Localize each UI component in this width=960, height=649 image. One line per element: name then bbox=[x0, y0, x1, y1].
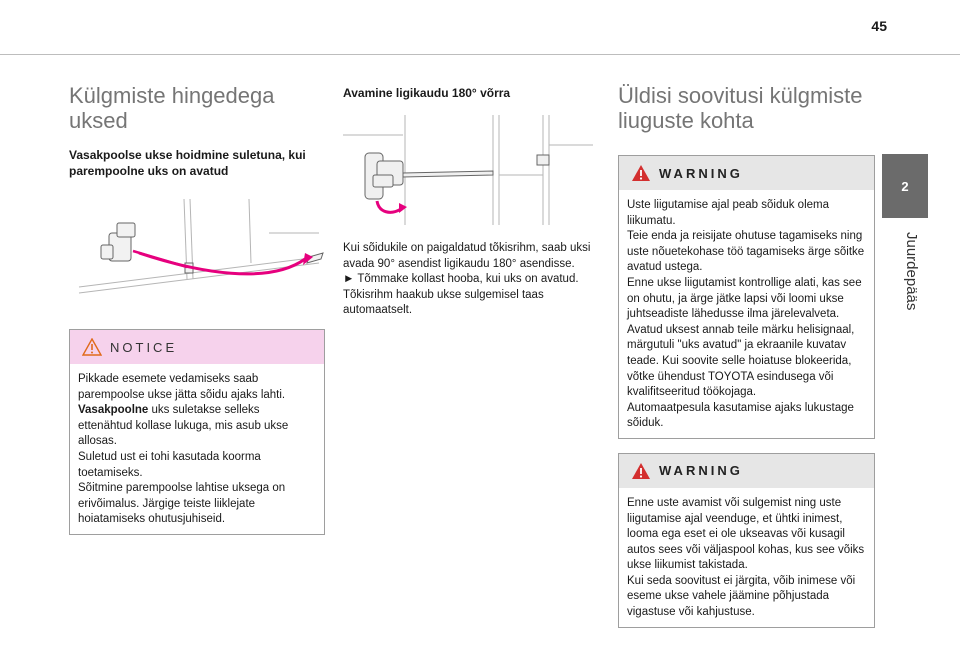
warning-header-label: WARNING bbox=[659, 463, 743, 479]
notice-paragraph: Vasakpoolne uks suletakse selleks ettenähtud kollase lukuga, mis asub ukse allosas. bbox=[78, 404, 289, 448]
warning-header bbox=[619, 156, 874, 190]
warning-header bbox=[619, 454, 874, 488]
section-subtitle: Vasakpoolse ukse hoidmine suletuna, kui parempoolne uks on avatud bbox=[69, 148, 306, 178]
notice-paragraph: Suletud ust ei tohi kasutada koorma toetamiseks. bbox=[78, 450, 261, 479]
chapter-label: Juurdepääs bbox=[903, 232, 920, 311]
notice-paragraph: Sõitmine parempoolse lahtise uksega on erivõimalus. Järgige teiste liiklejate hoiatamiseks ohutusjuhiseid. bbox=[78, 482, 286, 526]
warning-body bbox=[619, 488, 874, 627]
warning-box bbox=[618, 453, 875, 628]
warning-triangle-icon bbox=[631, 164, 651, 182]
warning-paragraph: Kui seda soovitust ei järgita, võib inimese või eseme ukse vahele jäämine põhjustada vigastuse või kahjustuse. bbox=[627, 574, 856, 619]
warning-triangle-icon bbox=[82, 338, 102, 356]
body-paragraph: ► Tõmmake kollast hooba, kui uks on avatud. bbox=[343, 273, 579, 286]
motion-arrow-icon bbox=[139, 253, 305, 274]
page-number: 45 bbox=[871, 18, 887, 34]
notice-paragraph: Pikkade esemete vedamiseks saab parempoolse ukse jätta sõidu ajaks lahti. bbox=[78, 373, 286, 401]
chapter-number: 2 bbox=[901, 178, 909, 194]
notice-body bbox=[70, 364, 324, 534]
notice-header-label: NOTICE bbox=[110, 339, 178, 355]
warning-paragraph: Teie enda ja reisijate ohutuse tagamiseks ning uste nõuetekohase töö tagamiseks ärge sõitke avatud ustega. bbox=[627, 230, 865, 274]
warning-triangle-icon bbox=[631, 462, 651, 480]
column-left bbox=[69, 83, 325, 535]
column-right bbox=[618, 83, 875, 628]
door-lock-illustration bbox=[69, 193, 325, 313]
warning-paragraph: Automaatpesula kasutamise ajaks lukustage sõiduk. bbox=[627, 401, 854, 430]
header-divider bbox=[0, 54, 960, 55]
rotate-arrow-icon bbox=[377, 201, 401, 212]
section-title: Üldisi soovitusi külgmiste liuguste kohta bbox=[618, 83, 863, 133]
warning-paragraph: Avatud uksest annab teile märku helisignaal, märgutuli "uks avatud" ja ekraanile kuvatav teade. Kui soovite selle hoiatuse blokeerida, võtke ühendust TOYOTA esindusega või kvalifitseeritud töökojaga. bbox=[627, 323, 855, 399]
notice-header bbox=[70, 330, 324, 364]
section-subtitle: Avamine ligikaudu 180° võrra bbox=[343, 86, 511, 100]
warning-paragraph: Enne uste avamist või sulgemist ning uste liigutamise ajal veenduge, et ühtki inimest, looma ega eset ei ole ukseavas või kusagil autos sees või väljaspool kohas, kus see võiks ukse liikumist takistada. bbox=[627, 496, 865, 572]
section-title: Külgmiste hingedega uksed bbox=[69, 83, 275, 133]
warning-header-label: WARNING bbox=[659, 165, 743, 181]
warning-box bbox=[618, 155, 875, 439]
warning-paragraph: Uste liigutamise ajal peab sõiduk olema liikumatu. bbox=[627, 199, 829, 227]
notice-box bbox=[69, 329, 325, 535]
door-strap-illustration bbox=[343, 115, 600, 227]
body-paragraph: Kui sõidukile on paigaldatud tõkisrihm, saab uksi avada 90° asendist ligikaudu 180° asendisse. bbox=[343, 242, 591, 270]
warning-body bbox=[619, 190, 874, 438]
chapter-tab[interactable] bbox=[882, 154, 928, 218]
warning-paragraph: Enne ukse liigutamist kontrollige alati, kas see on ohutu, ja ärge jätke lapsi või loomi ukse juhtseadiste lähedusse ilma järelevalveta. bbox=[627, 276, 862, 321]
column-middle bbox=[343, 85, 600, 319]
body-paragraph: Tõkisrihm haakub ukse sulgemisel taas automaatselt. bbox=[343, 288, 544, 317]
